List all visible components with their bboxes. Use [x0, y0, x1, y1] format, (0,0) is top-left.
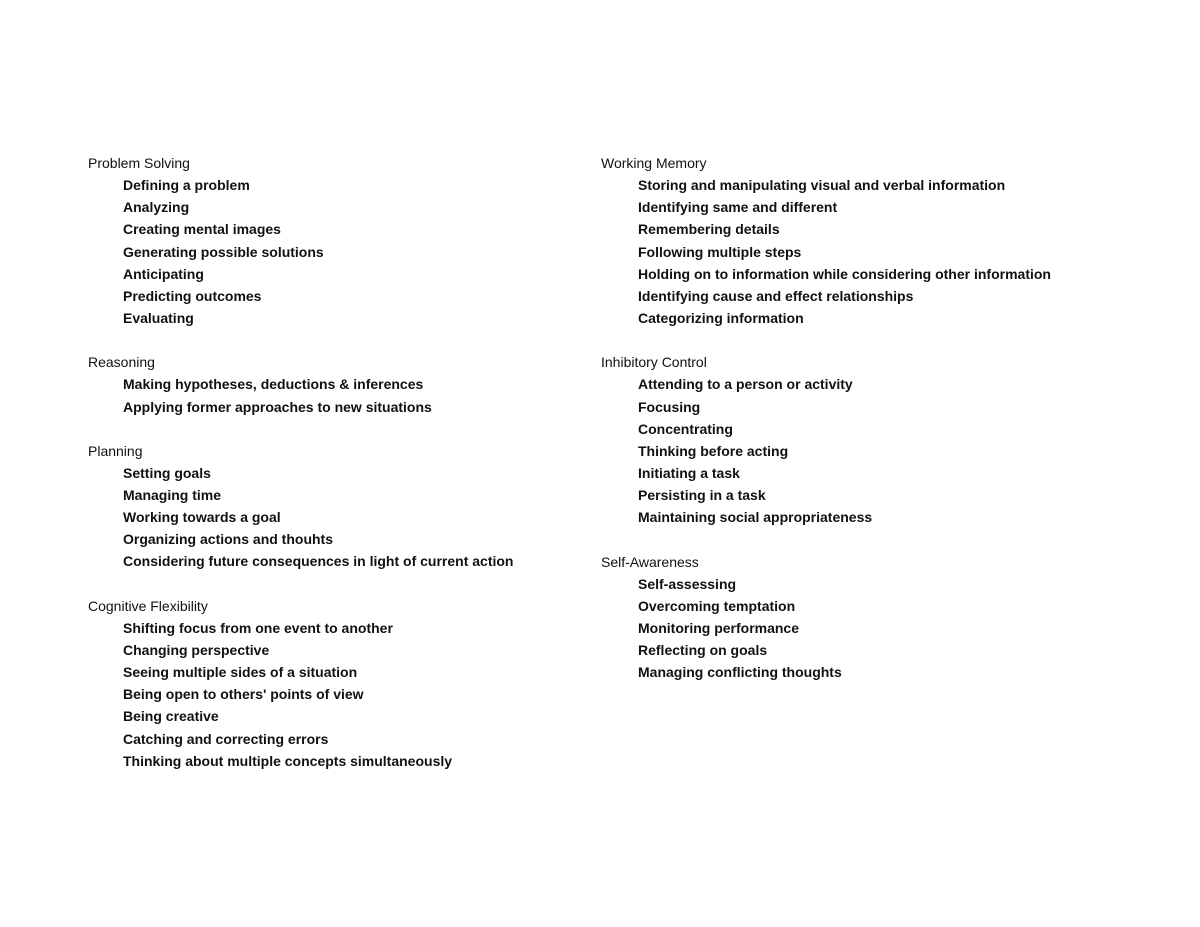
- list-item: Evaluating: [123, 310, 194, 327]
- list-item: Defining a problem: [123, 177, 250, 193]
- list-item: Following multiple steps: [638, 243, 802, 260]
- list-item: Organizing actions and thouhts: [123, 531, 333, 548]
- section-reasoning: [88, 351, 578, 417]
- list-item: Predicting outcomes: [123, 287, 262, 304]
- list-item: Self-assessing: [638, 575, 737, 592]
- list-item: Seeing multiple sides of a situation: [123, 664, 358, 680]
- section-heading: Problem Solving: [88, 155, 190, 171]
- section-problem-solving: [88, 152, 578, 329]
- list-item: Thinking about multiple concepts simultaneously: [123, 752, 453, 769]
- list-item: Shifting focus from one event to another: [123, 619, 393, 636]
- list-item: Thinking before acting: [638, 442, 789, 459]
- list-item: Identifying same and different: [638, 199, 838, 216]
- list-item: Setting goals: [123, 464, 211, 481]
- list-item: Catching and correcting errors: [123, 730, 329, 747]
- list-item: Initiating a task: [638, 465, 740, 482]
- section-heading: Cognitive Flexibility: [88, 597, 208, 614]
- skill-list: [601, 373, 1161, 528]
- section-heading: Reasoning: [88, 354, 155, 371]
- list-item: Working towards a goal: [123, 509, 281, 526]
- list-item: Anticipating: [123, 265, 204, 282]
- list-item: Analyzing: [123, 199, 190, 216]
- section-heading: Inhibitory Control: [601, 354, 707, 371]
- skill-list: [88, 174, 578, 329]
- section-self-awareness: [601, 551, 1161, 684]
- list-item: Focusing: [638, 398, 701, 415]
- skill-list: [88, 373, 578, 417]
- section-heading: Planning: [88, 442, 143, 459]
- list-item: Storing and manipulating visual and verbal information: [638, 177, 1006, 193]
- list-item: Managing time: [123, 486, 222, 503]
- list-item: Persisting in a task: [638, 487, 766, 504]
- list-item: Categorizing information: [638, 310, 804, 327]
- left-column: [88, 152, 578, 794]
- list-item: Monitoring performance: [638, 620, 800, 636]
- section-inhibitory-control: [601, 351, 1161, 528]
- list-item: Maintaining social appropriateness: [638, 509, 873, 526]
- list-item: Making hypotheses, deductions & inferences: [123, 376, 424, 393]
- list-item: Considering future consequences in light of current action: [123, 553, 514, 570]
- list-item: Remembering details: [638, 221, 780, 238]
- list-item: Being open to others' points of view: [123, 686, 364, 703]
- right-column: [601, 152, 1161, 706]
- list-item: Reflecting on goals: [638, 642, 768, 659]
- list-item: Identifying cause and effect relationships: [638, 287, 914, 304]
- skill-list: [88, 617, 578, 772]
- list-item: Holding on to information while considering other information: [638, 265, 1051, 282]
- skill-list: [601, 174, 1161, 329]
- section-heading: Self-Awareness: [601, 553, 699, 570]
- list-item: Concentrating: [638, 420, 733, 437]
- list-item: Generating possible solutions: [123, 243, 324, 260]
- list-item: Being creative: [123, 708, 219, 725]
- list-item: Changing perspective: [123, 641, 270, 658]
- list-item: Creating mental images: [123, 221, 281, 238]
- list-item: Attending to a person or activity: [638, 376, 853, 393]
- section-working-memory: [601, 152, 1161, 329]
- section-cognitive-flexibility: [88, 595, 578, 772]
- list-item: Overcoming temptation: [638, 597, 796, 614]
- skill-list: [88, 462, 578, 573]
- skill-list: [601, 573, 1161, 684]
- section-heading: Working Memory: [601, 155, 707, 171]
- list-item: Applying former approaches to new situations: [123, 398, 432, 415]
- list-item: Managing conflicting thoughts: [638, 664, 842, 681]
- section-planning: [88, 440, 578, 573]
